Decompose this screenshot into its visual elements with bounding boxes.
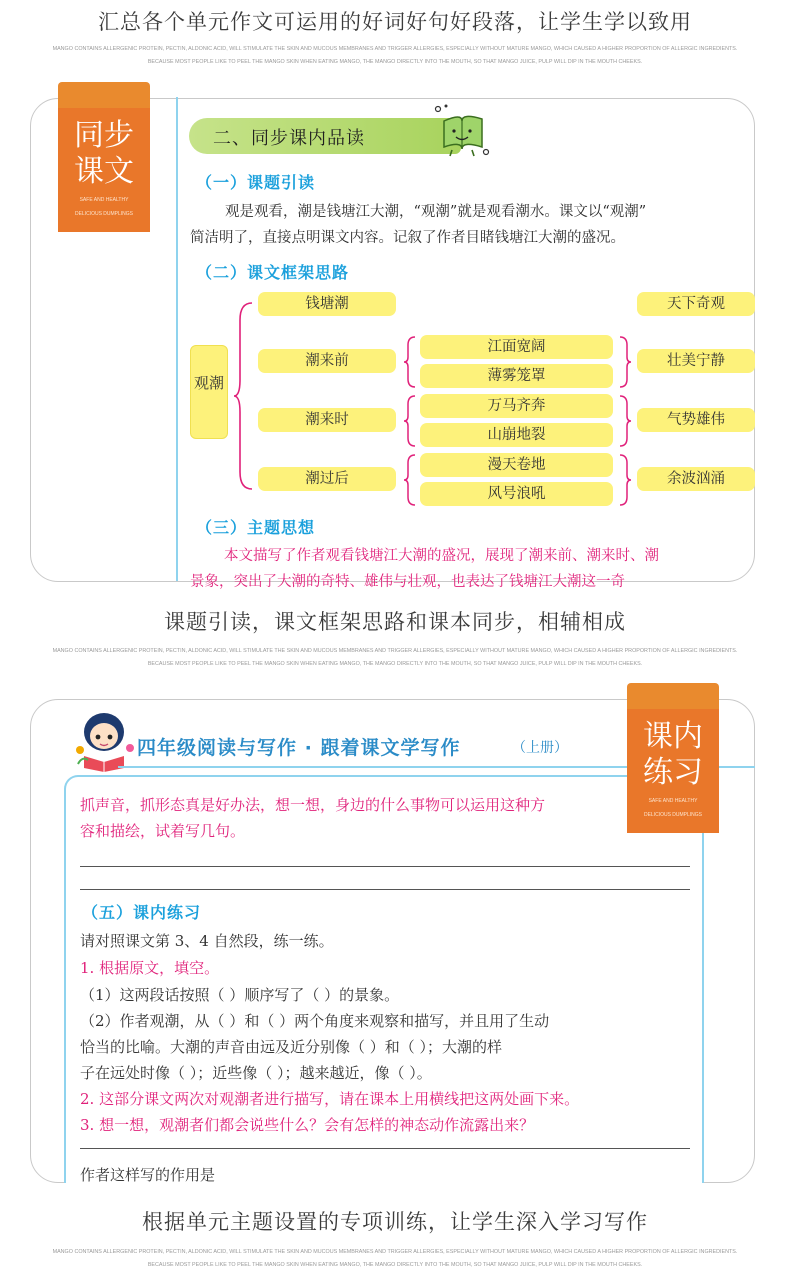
badge-line2: 课文: [74, 154, 134, 189]
brace-before-right: [618, 335, 632, 389]
answer-lead-clip: [78, 1158, 698, 1182]
node-before-1: 江面宽阔: [420, 335, 613, 359]
node-during-2: 山崩地裂: [420, 423, 613, 447]
badge-small-2: DELICIOUS DUMPLINGS: [74, 211, 134, 217]
root-brace: [232, 300, 254, 492]
badge-line1: 同步: [74, 118, 134, 153]
intro-clip: [78, 790, 625, 850]
student-reading-icon: [72, 708, 136, 772]
node-during-1: 万马齐奔: [420, 394, 613, 418]
tree-root: 观潮: [190, 345, 228, 439]
node-after: 潮过后: [258, 467, 396, 491]
bottom-caption: 根据单元主题设置的专项训练，让学生深入学习写作: [142, 1210, 648, 1234]
heading-theme: （三）主题思想: [196, 518, 316, 537]
question-1-1: （1）这两段话按照（ ）顺序写了（ ）的景象。: [80, 986, 400, 1004]
intro-line-2: 简洁明了，直接点明课文内容。记叙了作者目睹钱塘江大潮的盛况。: [190, 230, 625, 246]
badge-small-1: SAFE AND HEALTHY: [79, 197, 129, 203]
section-banner: [189, 118, 461, 154]
node-after-2: 风号浪吼: [420, 482, 613, 506]
intro-line-1: 观是观看，潮是钱塘江大潮，“观潮”就是观看潮水。课文以“观潮”: [225, 204, 647, 220]
question-1: 1. 根据原文，填空。: [80, 959, 220, 977]
answer-line-2[interactable]: [80, 889, 690, 890]
question-1-2b: 恰当的比喻。大潮的声音由远及近分别像（ ）和（ ）；大潮的样: [80, 1038, 503, 1056]
node-before: 潮来前: [258, 349, 396, 373]
node-after-1: 漫天卷地: [420, 453, 613, 477]
sync-text-badge: [58, 82, 150, 232]
node-during: 潮来时: [258, 408, 396, 432]
exercise-badge: [627, 683, 719, 833]
node-before-right: 壮美宁静: [637, 349, 755, 373]
brace-after-left: [403, 453, 417, 507]
node-after-right: 余波汹涌: [637, 467, 755, 491]
fine-print-6: BECAUSE MOST PEOPLE LIKE TO PEEL THE MANGO SKIN WHEN EATING MANGO, THE MANGO DIRECTLY INTO THE MOUTH, SO THAT MANGO JUICE, PULP WILL DIP IN THE MOUTH CHEEKS.: [147, 1262, 643, 1268]
fine-print-2: BECAUSE MOST PEOPLE LIKE TO PEEL THE MANGO SKIN WHEN EATING MANGO, THE MANGO DIRECTLY INTO THE MOUTH, SO THAT MANGO JUICE, PULP WILL DIP IN THE MOUTH CHEEKS.: [147, 59, 643, 65]
middle-caption: 课题引读，课文框架思路和课本同步，相辅相成: [164, 610, 626, 634]
book-icon: [432, 103, 492, 159]
node-before-2: 薄雾笼罩: [420, 364, 613, 388]
book-header-volume: （上册）: [512, 740, 568, 756]
section-banner-title: 二、同步课内品读: [213, 128, 365, 149]
fine-print-5: MANGO CONTAINS ALLERGENIC PROTEIN, PECTIN, ALDONIC ACID, WILL STIMULATE THE SKIN AND MUCOUS MEMBRANES AND TRIGGER ALLERGIES, ESPECIALLY WITHOUT MATURE MANGO, WHICH CAUSED A HIGHER PROPORTION OF ALLERGIC INGREDIENTS.: [52, 1249, 738, 1255]
writing-prompt-line-2: 容和描绘，试着写几句。: [80, 822, 246, 840]
question-1-2a: （2）作者观潮，从（ ）和（ ）两个角度来观察和描写，并且用了生动: [80, 1012, 550, 1030]
answer-line-3[interactable]: [80, 1148, 690, 1149]
heading-framework: （二）课文框架思路: [196, 263, 350, 282]
book-header-title: 四年级阅读与写作 · 跟着课文学写作: [137, 737, 461, 759]
question-2: 2. 这部分课文两次对观潮者进行描写，请在课本上用横线把这两处画下来。: [80, 1090, 580, 1108]
heading-title-intro: （一）课题引读: [196, 173, 316, 192]
question-3: 3. 想一想，观潮者们都会说些什么？会有怎样的神态动作流露出来？: [80, 1116, 535, 1134]
theme-line-2: 景象，突出了大潮的奇特、雄伟与壮观，也表达了钱塘江大潮这一奇: [190, 574, 625, 590]
answer-lead: 作者这样写的作用是: [80, 1166, 216, 1184]
answer-line-1[interactable]: [80, 866, 690, 867]
writing-prompt-line-1: 抓声音，抓形态真是好办法，想一想，身边的什么事物可以运用这种方: [80, 796, 546, 814]
badge2-small-1: SAFE AND HEALTHY: [648, 798, 698, 804]
fine-print-1: MANGO CONTAINS ALLERGENIC PROTEIN, PECTIN, ALDONIC ACID, WILL STIMULATE THE SKIN AND MUCOUS MEMBRANES AND TRIGGER ALLERGIES, ESPECIALLY WITHOUT MATURE MANGO, WHICH CAUSED A HIGHER PROPORTION OF ALLERGIC INGREDIENTS.: [52, 46, 738, 52]
theme-line-1: 本文描写了作者观看钱塘江大潮的盛况，展现了潮来前、潮来时、潮: [224, 548, 659, 564]
badge2-line1: 课内: [643, 719, 703, 754]
node-during-right: 气势雄伟: [637, 408, 755, 432]
fine-print-4: BECAUSE MOST PEOPLE LIKE TO PEEL THE MANGO SKIN WHEN EATING MANGO, THE MANGO DIRECTLY INTO THE MOUTH, SO THAT MANGO JUICE, PULP WILL DIP IN THE MOUTH CHEEKS.: [147, 661, 643, 667]
node-qiantang: 钱塘潮: [258, 292, 396, 316]
question-1-2c: 子在远处时像（ ）；近些像（ ）；越来越近，像（ ）。: [80, 1064, 432, 1082]
exercise-instruction: 请对照课文第 3、4 自然段，练一练。: [80, 932, 334, 950]
theme-clip: [178, 540, 754, 590]
brace-after-right: [618, 453, 632, 507]
node-qiantang-right: 天下奇观: [637, 292, 755, 316]
badge2-small-2: DELICIOUS DUMPLINGS: [643, 812, 703, 818]
fine-print-3: MANGO CONTAINS ALLERGENIC PROTEIN, PECTIN, ALDONIC ACID, WILL STIMULATE THE SKIN AND MUCOUS MEMBRANES AND TRIGGER ALLERGIES, ESPECIALLY WITHOUT MATURE MANGO, WHICH CAUSED A HIGHER PROPORTION OF ALLERGIC INGREDIENTS.: [52, 648, 738, 654]
top-caption: 汇总各个单元作文可运用的好词好句好段落，让学生学以致用: [98, 10, 692, 34]
brace-during-left: [403, 394, 417, 448]
brace-during-right: [618, 394, 632, 448]
badge2-line2: 练习: [643, 755, 703, 790]
heading-exercise: （五）课内练习: [82, 903, 202, 922]
brace-before-left: [403, 335, 417, 389]
